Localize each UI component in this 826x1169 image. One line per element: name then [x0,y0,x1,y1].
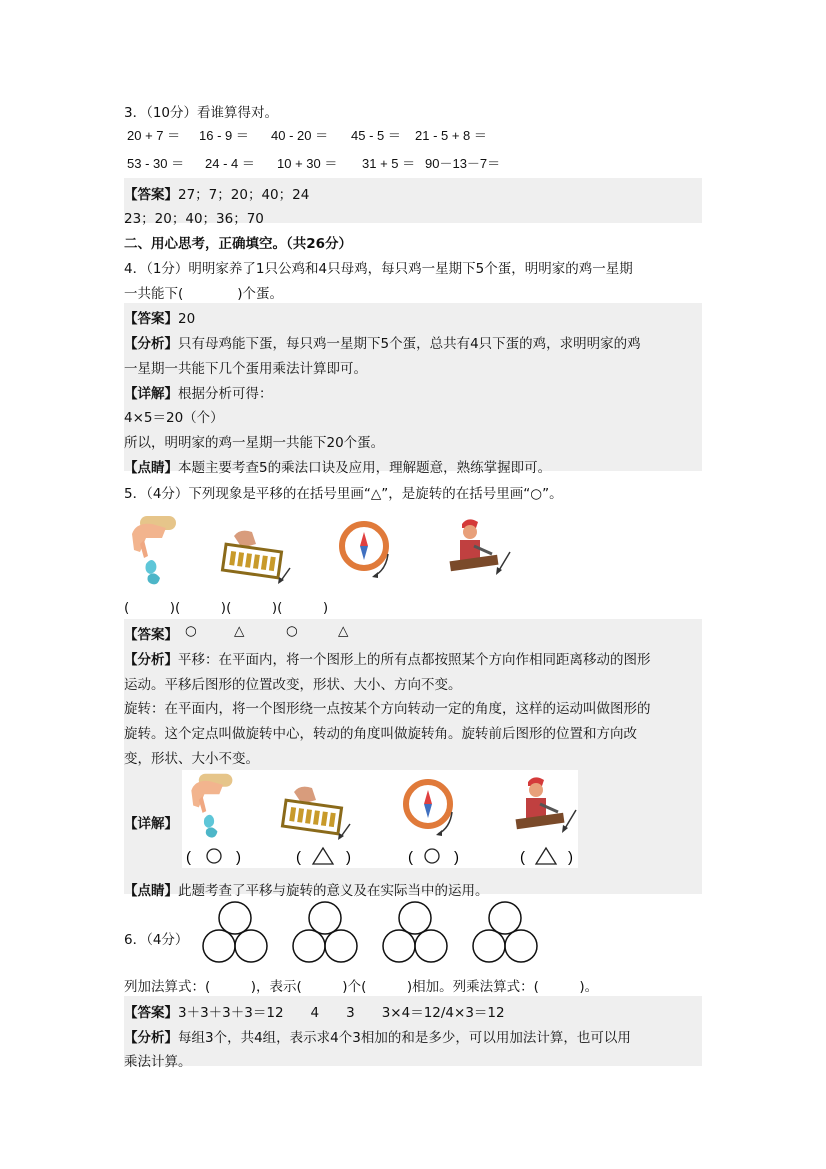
answer-text: 20 [178,311,196,327]
q3-answer-line2: 23；20；40；36；70 [124,211,264,227]
detail-label: 【详解】 [124,386,178,402]
svg-text:): ) [568,849,573,866]
q3-title: 3．（10分）看谁算得对。 [124,105,279,121]
svg-text:(: ( [296,849,301,866]
hand-faucet-icon [122,512,182,587]
q5-title: 5．（4分）下列现象是平移的在括号里画“△”，是旋转的在括号里画“○”。 [124,486,563,502]
q5-detail-label: 【详解】 [124,816,178,832]
analysis-label: 【分析】 [124,652,178,668]
q5-answer-item: △ [338,623,349,639]
q3-expr: 21 - 5 + 8 ＝ [415,128,487,143]
q5-answer-item: ○ [286,623,298,639]
q3-expr: 53 - 30 ＝ [127,156,185,171]
q4-formula: 4×5＝20（个） [124,410,224,426]
detail-text: 根据分析可得： [178,386,273,402]
q3-expr: 24 - 4 ＝ [205,156,255,171]
abacus-icon [222,528,294,584]
analysis-label: 【分析】 [124,1030,178,1046]
q3-expr: 20 + 7 ＝ [127,128,181,143]
q6-analysis [124,1026,631,1046]
q4-line2: 一共能下( )个蛋。 [124,286,284,302]
q4-analysis-line2: 一星期一共能下几个蛋用乘法计算即可。 [124,361,367,377]
svg-text:(: ( [408,849,413,866]
svg-text:): ) [454,849,459,866]
compass-icon [338,518,396,580]
q3-expr: 10 + 30 ＝ [277,156,338,171]
answer-label: 【答案】 [124,627,178,643]
q5-answer-item: △ [234,623,245,639]
q5-analysis-line: 变，形状、大小不变。 [124,751,259,767]
q5-analysis-line: 旋转。这个定点叫做旋转中心，转动的角度叫做旋转角。旋转前后图形的位置和方向改 [124,726,637,742]
analysis-text: 每组3个，共4组，表示求4个3相加的和是多少，可以用加法计算，也可以用 [178,1030,631,1046]
q3-expr: 40 - 20 ＝ [271,128,329,143]
analysis-text: 只有母鸡能下蛋，每只鸡一星期下5个蛋，总共有4只下蛋的鸡，求明明家的鸡 [178,336,641,352]
q3-expr: 31 + 5 ＝ [362,156,416,171]
section-title: 二、用心思考，正确填空。（共26分） [124,236,353,252]
answer-label: 【答案】 [124,311,178,327]
q5-analysis-line: 运动。平移后图形的位置改变，形状、大小、方向不变。 [124,677,462,693]
analysis-label: 【分析】 [124,336,178,352]
svg-text:): ) [346,849,351,866]
hand-faucet-icon [180,770,240,840]
comment-text: 此题考查了平移与旋转的意义及在实际当中的运用。 [178,883,489,899]
sawing-man-icon [446,516,514,582]
q4-detail [124,382,273,402]
q3-expr: 90－13－7＝ [425,156,501,171]
q3-expr: 16 - 9 ＝ [199,128,249,143]
comment-text: 本题主要考查5的乘法口诀及应用，理解题意，熟练掌握即可。 [178,460,552,476]
q5-answer-item: ○ [185,623,197,639]
q5-brackets: ( )( )( )( ) [124,600,329,616]
svg-text:(: ( [186,849,191,866]
q5-analysis-line: 旋转：在平面内，将一个图形绕一点按某个方向转动一定的角度，这样的运动叫做图形的 [124,701,651,717]
q5-comment [124,879,489,899]
q4-comment [124,456,551,476]
q4-conclusion: 所以，明明家的鸡一星期一共能下20个蛋。 [124,435,385,451]
q5-answer [124,623,178,643]
analysis-text: 平移：在平面内，将一个图形上的所有点都按照某个方向作相同距离移动的图形 [178,652,651,668]
q3-expr: 45 - 5 ＝ [351,128,401,143]
abacus-icon [282,784,354,840]
q6-title: 6．（4分） [124,932,189,948]
detail-answer-row [182,846,578,868]
answer-label: 【答案】 [124,1005,178,1021]
q5-analysis [124,648,651,668]
answer-text: 27；7；20；40；24 [178,187,310,203]
circle-groups-figure [198,900,543,966]
comment-label: 【点睛】 [124,883,178,899]
q3-answer [124,183,309,203]
sawing-man-icon [512,774,580,840]
svg-text:(: ( [520,849,525,866]
q4-answer [124,307,195,327]
compass-icon [402,776,460,838]
q6-answer [124,1001,505,1021]
q6-analysis-line2: 乘法计算。 [124,1054,192,1070]
answer-label: 【答案】 [124,187,178,203]
q4-analysis [124,332,641,352]
q6-prompt: 列加法算式：( )，表示( )个( )相加。列乘法算式：( )。 [124,979,599,995]
answer-text: 3＋3＋3＋3＝12 4 3 3×4＝12/4×3＝12 [178,1005,505,1021]
q4-line1: 4．（1分）明明家养了1只公鸡和4只母鸡，每只鸡一星期下5个蛋，明明家的鸡一星期 [124,261,633,277]
svg-text:): ) [236,849,241,866]
comment-label: 【点睛】 [124,460,178,476]
